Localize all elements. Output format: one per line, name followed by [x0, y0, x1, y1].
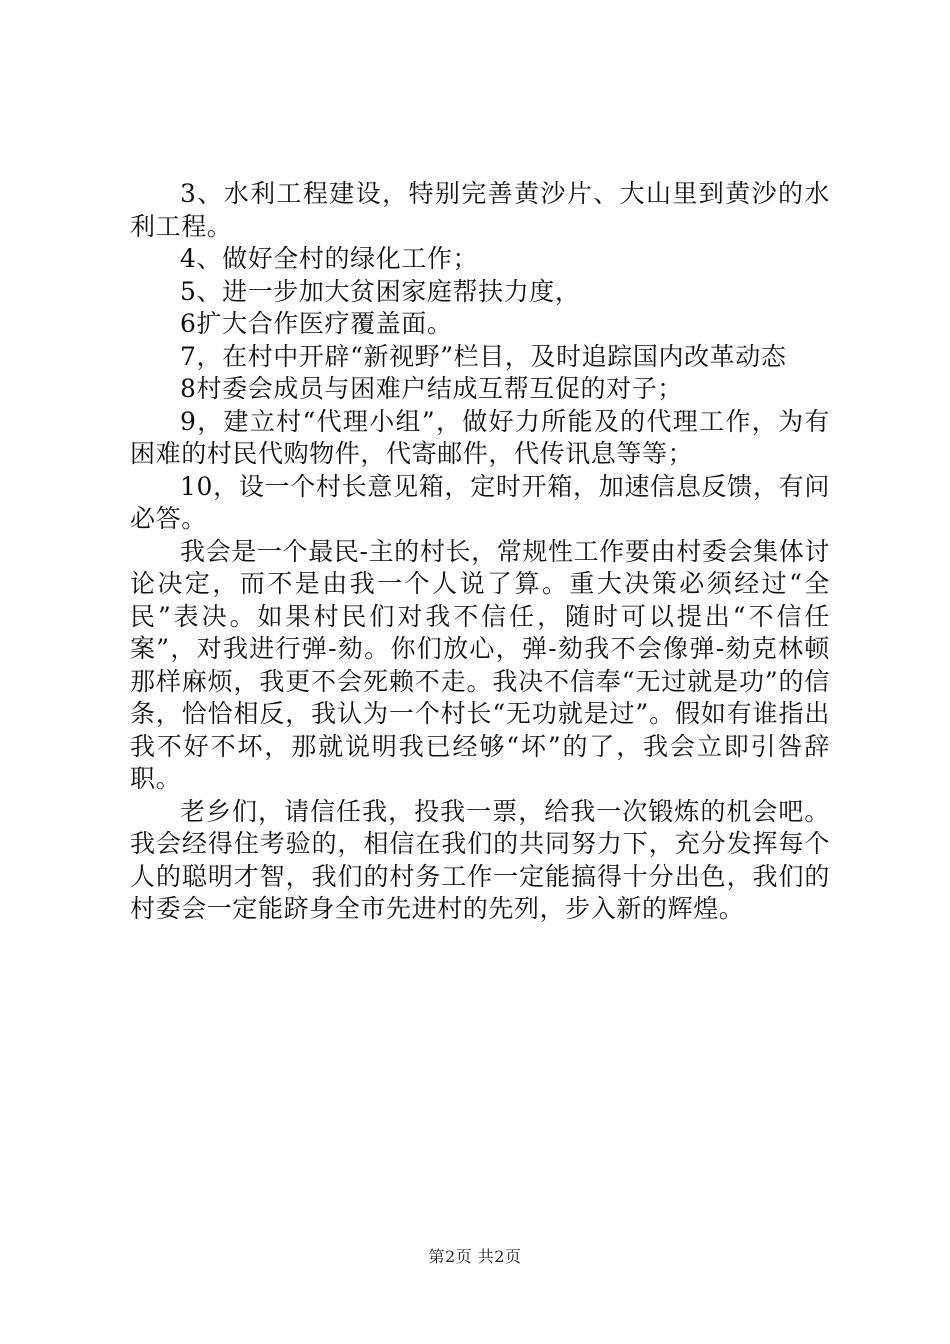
paragraph-closing: 老乡们，请信任我，投我一票，给我一次锻炼的机会吧。我会经得住考验的，相信在我们的共同努力下，充分发挥每个人的聪明才智，我们的村务工作一定能搞得十分出色，我们的村委会一定能跻身全市先进村的先列，步入新的辉煌。 — [130, 796, 830, 923]
paragraph-item-8: 8村委会成员与困难户结成互帮互促的对子； — [180, 374, 683, 403]
paragraph-item-4: 4、做好全村的绿化工作； — [180, 244, 479, 273]
document-body — [130, 178, 830, 926]
paragraph-item-5: 5、进一步加大贫困家庭帮扶力度， — [180, 276, 581, 306]
paragraph-item-10: 10，设一个村长意见箱，定时开箱，加速信息反馈，有问必答。 — [130, 471, 830, 533]
page-number-footer: 第2页 共2页 — [428, 1247, 522, 1266]
paragraph-item-9: 9，建立村“代理小组”，做好力所能及的代理工作，为有困难的村民代购物件，代寄邮件，代传讯息等等； — [130, 406, 830, 468]
paragraph-item-6: 6扩大合作医疗覆盖面。 — [180, 309, 453, 338]
paragraph-democracy: 我会是一个最民-主的村长，常规性工作要由村委会集体讨论决定，而不是由我一个人说了算。重大决策必须经过“全民”表决。如果村民们对我不信任，随时可以提出“不信任案”，对我进行弹-劾。你们放心，弹-劾我不会像弹-劾克林顿那样麻烦，我更不会死赖不走。我决不信奉“无过就是功”的信条，恰恰相反，我认为一个村长“无功就是过”。假如有谁指出我不好不坏，那就说明我已经够“坏”的了，我会立即引咎辞职。 — [130, 536, 830, 793]
paragraph-item-3: 3、水利工程建设，特别完善黄沙片、大山里到黄沙的水利工程。 — [130, 179, 830, 241]
paragraph-item-7: 7，在村中开辟“新视野”栏目，及时追踪国内改革动态 — [180, 341, 787, 371]
